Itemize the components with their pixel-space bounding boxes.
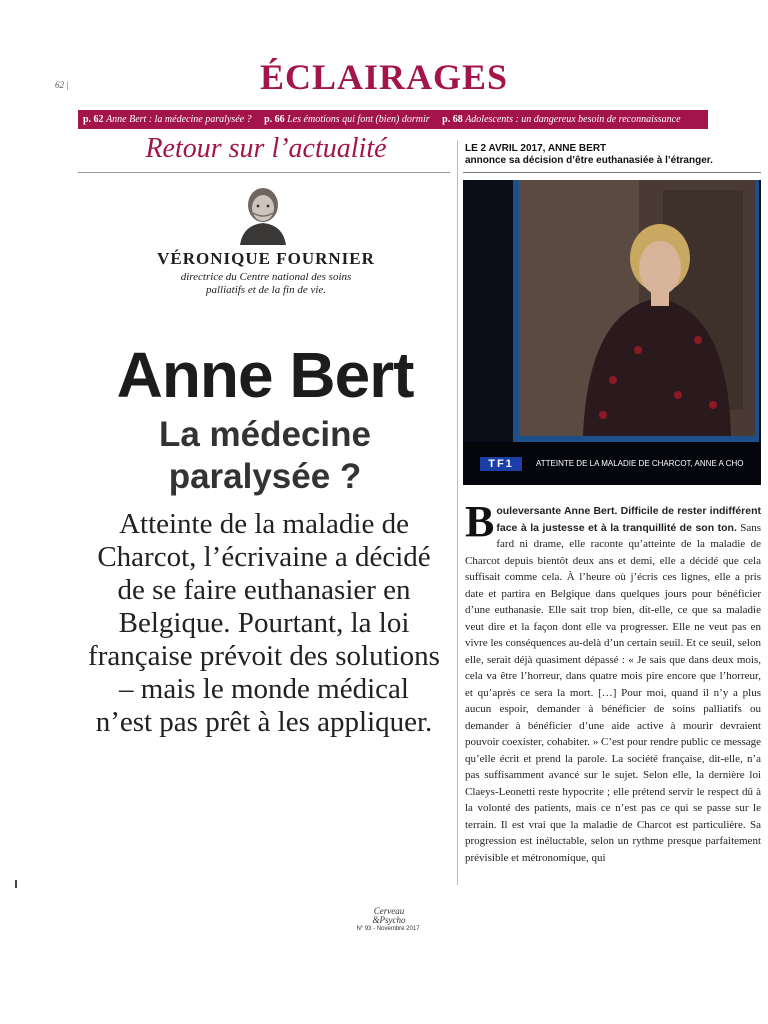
photo-caption-date: LE 2 AVRIL 2017, ANNE BERT	[465, 143, 607, 154]
tf1-logo: TF1	[480, 457, 522, 471]
tv-screenshot-photo	[463, 180, 761, 485]
divider	[78, 172, 450, 173]
caption-divider	[463, 172, 761, 173]
headline: Anne Bert	[116, 339, 414, 411]
nav-item[interactable]: p. 68 Adolescents : un dangereux besoin de reconnaissance	[442, 114, 681, 125]
section-contents-band	[78, 110, 708, 129]
magazine-logo: Cerveau &Psycho	[372, 906, 406, 925]
tv-ticker: ATTEINTE DE LA MALADIE DE CHARCOT, ANNE A CHO	[536, 459, 744, 468]
rubric-title: Retour sur l’actualité	[145, 133, 387, 164]
margin-mark	[15, 880, 17, 888]
column-divider	[457, 140, 458, 885]
author-role: directrice du Centre national des soins palliatifs et de la fin de vie.	[180, 271, 352, 296]
issue-number: N° 93 - Novembre 2017	[356, 926, 420, 932]
page-number: 62 |	[55, 80, 69, 90]
nav-item[interactable]: p. 66 Les émotions qui font (bien) dormir	[264, 114, 430, 125]
article-lead: ouleversante Anne Bert. Difficile de rester indifférent face à la justesse et à la tranquillité de son ton.	[496, 505, 761, 534]
chapeau: Atteinte de la maladie de Charcot, l’écrivaine a décidé de se faire euthanasier en Belgique. Pourtant, la loi française prévoit des solutions – mais le monde médical n’est pas prêt à les appliquer.	[88, 508, 440, 738]
article-body	[465, 497, 761, 866]
author-portrait	[235, 183, 291, 245]
section-title: ÉCLAIRAGES	[259, 57, 509, 97]
article-text: Sans fard ni drame, elle raconte qu’atteinte de la maladie de Charcot depuis bientôt deux ans et demi, elle a décidé que cela suffisait comme cela. À l’heure où j’écris ces lignes, elle a pris date et partira en Belgique dans quelques jours pour bénéficier d’une euthanasie. Elle sait trop bien, dit-elle, ce que sa maladie veut dire et la façon dont elle va progresser. Elle ne veut pas en vivre les conséquences au-delà d’un certain seuil. Et ce seuil, selon elle, serait déjà quasiment dépassé : « Je sais que dans deux mois, cela va être l’horreur, dans quatre mois pire encore que l’horreur, et qu’après ce sera la mort. […] Pour moi, quand il n’y a plus aucun espoir, demander à bénéficier de soins palliatifs ou demander à bénéficier d’une aide active à mourir devraient pouvoir coexister, cohabiter. » C’est pour rendre public ce message qu’elle écrit et prend la parole. La société française, dit-elle, n’a pas suffisamment avancé sur le sujet. Selon elle, la dernière loi Claeys-Leonetti reste hypocrite ; elle prétend servir le respect dû à la volonté des patients, mais ce n’est pas ce qui se passe sur le terrain. Il est vrai que la maladie de Charcot est particulière. Sa progression est inéluctable, selon un rythme presque parfaitement prévisible et métronomique, qui	[465, 521, 761, 864]
author-name: VÉRONIQUE FOURNIER	[157, 249, 375, 268]
drop-cap: B	[465, 497, 495, 546]
photo-caption: annonce sa décision d’être euthanasiée à l’étranger.	[465, 155, 713, 166]
nav-item[interactable]: p. 62 Anne Bert : la médecine paralysée ?	[83, 114, 252, 125]
subheadline: La médecine paralysée ?	[158, 415, 372, 496]
